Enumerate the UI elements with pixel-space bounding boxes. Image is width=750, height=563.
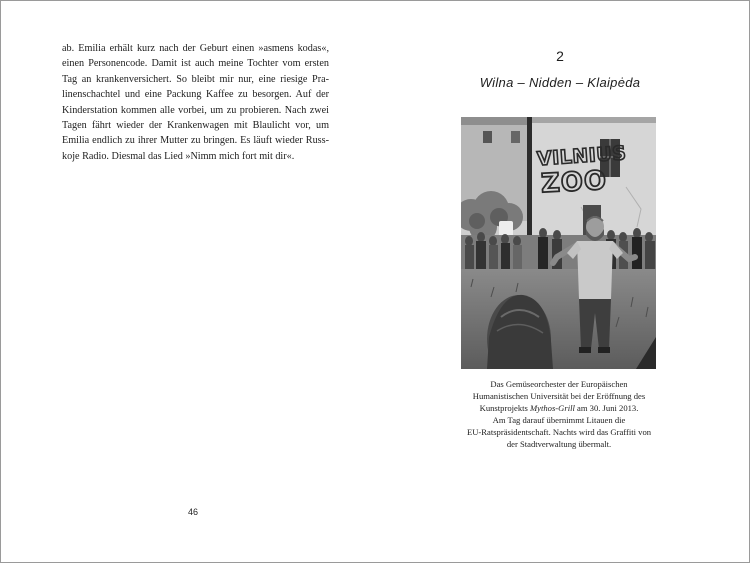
- caption-text: am 30. Juni 2013.: [574, 402, 639, 413]
- caption-text: Kunstprojekts: [479, 402, 530, 413]
- caption-line: der Stadtverwaltung übermalt.: [506, 438, 612, 449]
- chapter-number: 2: [556, 48, 564, 64]
- text-line: linenschachtel und eine Packung Kaffee zu besorgen. Auf der: [62, 89, 329, 101]
- body-text: [62, 41, 329, 164]
- page-number: 46: [187, 507, 198, 517]
- graffiti-text: VILNIUS: [536, 142, 628, 171]
- text-line: Tagen fährt wieder der Krankenwagen mit Blaulicht vor, um: [62, 119, 329, 131]
- text-line: koje Radio. Diesmal das Lied »Nimm mich fort mit dir«.: [62, 150, 295, 162]
- text-line: Emilia endlich zu ihrer Mutter zu bringen. Es läuft wieder Russ-: [62, 135, 329, 147]
- right-page: [375, 1, 749, 562]
- caption-line: Humanistischen Universität bei der Eröffnung des: [472, 390, 646, 401]
- chapter-title: Wilna – Nidden – Klaipėda: [479, 75, 641, 90]
- text-line: ab. Emilia erhält kurz nach der Geburt einen »asmens kodas«,: [62, 43, 329, 54]
- caption-italic-title: Mythos-Grill: [530, 402, 575, 413]
- crowd: [461, 228, 656, 275]
- caption-line: EU-Ratspräsidentschaft. Nachts wird das Graffiti von: [466, 426, 652, 437]
- photo-caption: [449, 379, 669, 450]
- text-line: Kinderstation kommen alle vorbei, um zu probieren. Nach zwei: [62, 104, 329, 116]
- left-page: [1, 1, 375, 562]
- caption-line: Das Gemüseorchester der Europäischen: [490, 379, 628, 389]
- chapter-photo: [461, 117, 656, 369]
- caption-line: [449, 403, 669, 415]
- graffiti-text: ZOO: [540, 165, 608, 200]
- photo-illustration: [461, 117, 656, 369]
- caption-line: Am Tag darauf übernimmt Litauen die: [492, 414, 626, 425]
- text-line: Tag an krankenversichert. So bleibt mir nur, eine riesige Pra-: [62, 73, 329, 85]
- text-line: einen Personencode. Damit ist auch meine Tochter vom ersten: [62, 58, 329, 70]
